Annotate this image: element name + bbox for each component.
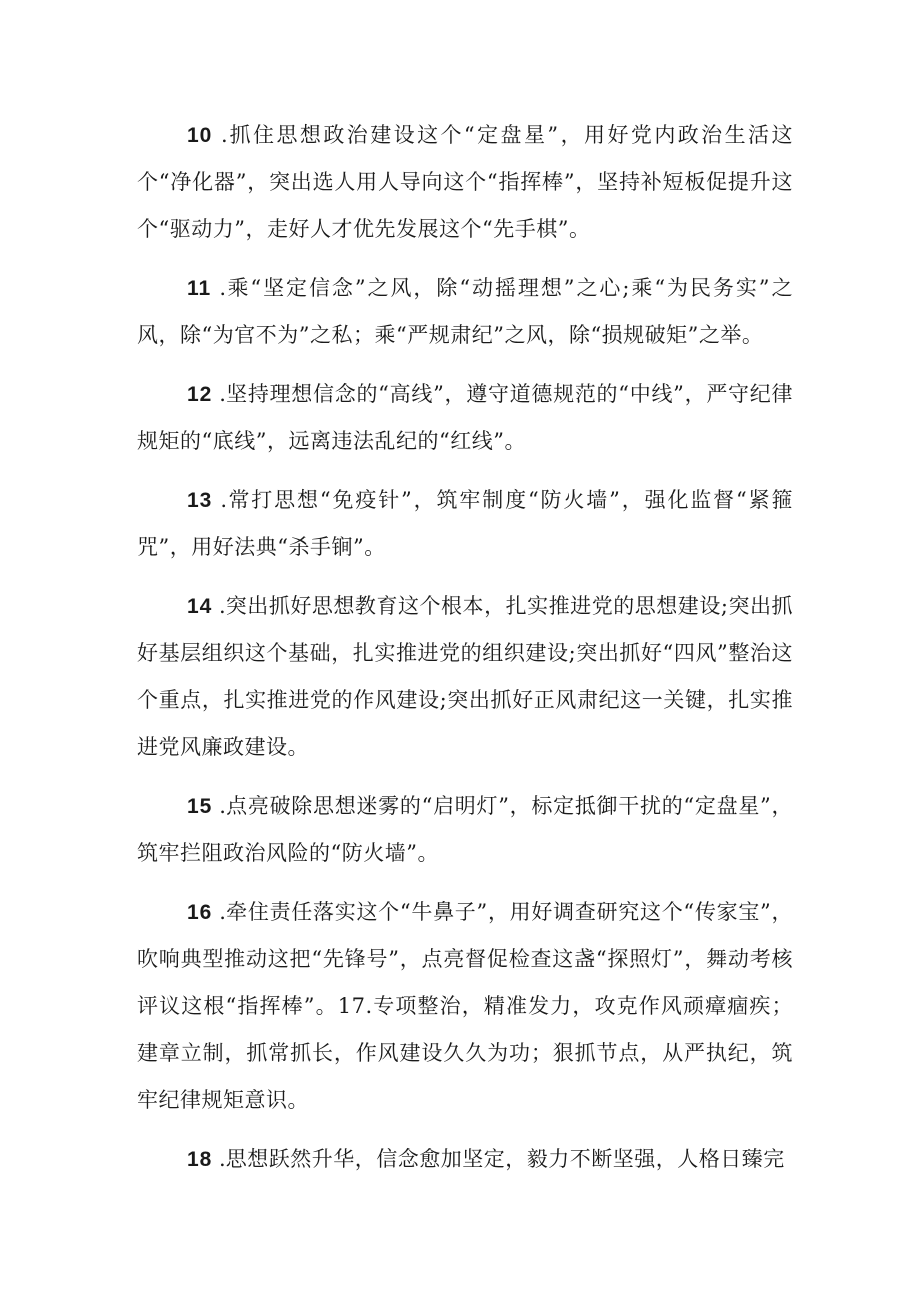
paragraph-separator: . xyxy=(212,900,226,924)
paragraph-text: 牵住责任落实这个“牛鼻子”，用好调查研究这个“传家宝”，吹响典型推动这把“先锋号”，点亮督促检查这盏“探照灯”，舞动考核评议这根“指挥棒”。17.专项整治，精准发力，攻克作风顽瘴痼疾；建章立制，抓常抓长，作风建设久久为功；狠抓节点，从严执纪，筑牢纪律规矩意识。 xyxy=(137,900,793,1112)
paragraph-10 xyxy=(137,112,793,253)
paragraph-number: 15 xyxy=(187,795,213,818)
paragraph-separator: . xyxy=(212,123,228,147)
paragraph-text: 点亮破除思想迷雾的“启明灯”，标定抵御干扰的“定盘星”，筑牢拦阻政治风险的“防火墙”。 xyxy=(137,794,793,865)
paragraph-separator: . xyxy=(212,488,228,512)
paragraph-number: 14 xyxy=(187,595,213,618)
paragraph-separator: . xyxy=(212,382,226,406)
paragraph-separator: . xyxy=(211,276,226,300)
paragraph-11 xyxy=(137,265,793,359)
paragraph-separator: . xyxy=(212,1147,226,1171)
paragraph-text: 常打思想“免疫针”，筑牢制度“防火墙”，强化监督“紧箍咒”，用好法典“杀手锏”。 xyxy=(137,488,793,559)
paragraph-number: 16 xyxy=(187,901,213,924)
paragraph-text: 思想跃然升华，信念愈加坚定，毅力不断坚强，人格日臻完 xyxy=(225,1147,785,1171)
paragraph-text: 突出抓好思想教育这个根本，扎实推进党的思想建设;突出抓好基层组织这个基础，扎实推进党的组织建设;突出抓好“四风”整治这个重点，扎实推进党的作风建设;突出抓好正风肃纪这一关键，扎实推进党风廉政建设。 xyxy=(137,594,794,759)
paragraph-12 xyxy=(137,371,793,465)
paragraph-18 xyxy=(137,1136,793,1183)
paragraph-separator: . xyxy=(212,594,226,618)
paragraph-text: 抓住思想政治建设这个“定盘星”，用好党内政治生活这个“净化器”，突出选人用人导向这个“指挥棒”，坚持补短板促提升这个“驱动力”，走好人才优先发展这个“先手棋”。 xyxy=(137,123,793,241)
paragraph-text: 乘“坚定信念”之风，除“动摇理想”之心;乘“为民务实”之风，除“为官不为”之私；乘“严规肃纪”之风，除“损规破矩”之举。 xyxy=(137,276,793,347)
paragraph-15 xyxy=(137,783,793,877)
paragraph-number: 18 xyxy=(187,1148,213,1171)
paragraph-number: 10 xyxy=(187,124,213,147)
paragraph-text: 坚持理想信念的“高线”，遵守道德规范的“中线”，严守纪律规矩的“底线”，远离违法乱纪的“红线”。 xyxy=(137,382,793,453)
paragraph-number: 13 xyxy=(187,489,213,512)
document-body xyxy=(137,112,793,1195)
paragraph-number: 12 xyxy=(187,383,213,406)
paragraph-13 xyxy=(137,477,793,571)
paragraph-16 xyxy=(137,889,793,1124)
paragraph-14 xyxy=(137,583,793,771)
paragraph-number: 11 xyxy=(187,277,212,300)
paragraph-separator: . xyxy=(212,794,226,818)
